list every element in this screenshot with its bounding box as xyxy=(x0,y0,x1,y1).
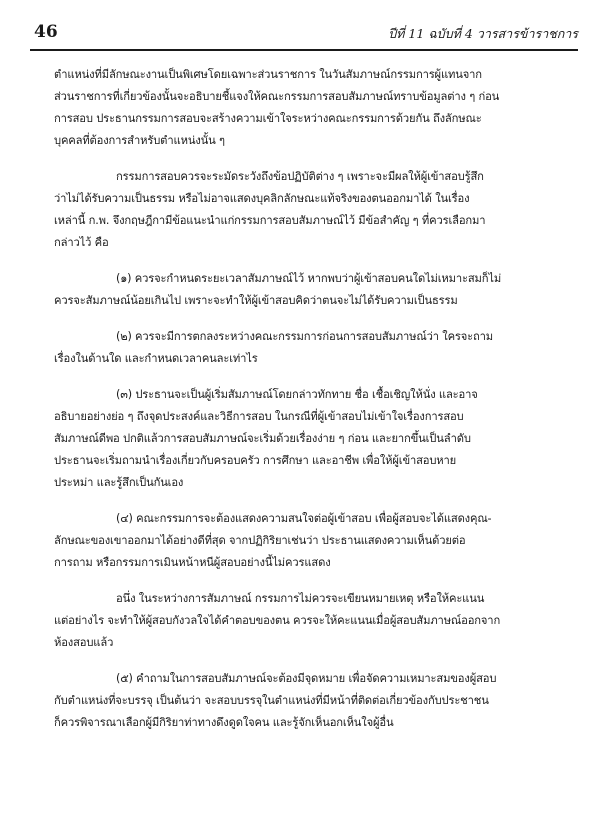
text-line: กับตำแหน่งที่จะบรรจุ เป็นต้นว่า จะสอบบรรจุในตำแหน่งที่มีหน้าที่ติดต่อเกี่ยวข้องกับประชาชน xyxy=(54,694,489,707)
paragraph xyxy=(54,326,582,370)
journal-title: ปีที่ 11 ฉบับที่ 4 วารสารข้าราชการ xyxy=(388,26,578,41)
text-line: ควรจะสัมภาษณ์น้อยเกินไป เพราะจะทำให้ผู้เข้าสอบคิดว่าตนจะไม่ได้รับความเป็นธรรม xyxy=(54,294,458,307)
text-line: กรรมการสอบควรจะระมัดระวังถึงข้อปฏิบัติต่าง ๆ เพราะจะมีผลให้ผู้เข้าสอบรู้สึก xyxy=(116,170,484,183)
text-line: (๒) ควรจะมีการตกลงระหว่างคณะกรรมการก่อนการสอบสัมภาษณ์ว่า ใครจะถาม xyxy=(116,330,494,343)
paragraph xyxy=(54,268,582,312)
text-line: เรื่องในด้านใด และกำหนดเวลาคนละเท่าไร xyxy=(54,352,258,365)
paragraph xyxy=(54,64,582,152)
paragraph-gap xyxy=(54,152,582,166)
paragraph-gap xyxy=(54,574,582,588)
text-line: ว่าไม่ได้รับความเป็นธรรม หรือไม่อาจแสดงบุคลิกลักษณะแท้จริงของตนออกมาได้ ในเรื่อง xyxy=(54,192,470,205)
text-line: ตำแหน่งที่มีลักษณะงานเป็นพิเศษโดยเฉพาะส่วนราชการ ในวันสัมภาษณ์กรรมการผู้แทนจาก xyxy=(54,68,482,81)
text-line: บุคคลที่ต้องการสำหรับตำแหน่งนั้น ๆ xyxy=(54,134,225,147)
header-divider xyxy=(30,49,578,51)
text-line: กล่าวไว้ คือ xyxy=(54,236,109,249)
paragraph xyxy=(54,166,582,254)
paragraph-gap xyxy=(54,312,582,326)
text-line: ลักษณะของเขาออกมาได้อย่างดีที่สุด จากปฏิกิริยาเช่นว่า ประธานแสดงความเห็นด้วยต่อ xyxy=(54,534,466,547)
text-line: ห้องสอบแล้ว xyxy=(54,636,114,649)
text-line: การสอบ ประธานกรรมการสอบจะสร้างความเข้าใจระหว่างคณะกรรมการด้วยกัน ถึงลักษณะ xyxy=(54,112,482,125)
text-line: ประหม่า และรู้สึกเป็นกันเอง xyxy=(54,476,184,489)
paragraph xyxy=(54,384,582,494)
paragraph-gap xyxy=(54,370,582,384)
text-line: (๓) ประธานจะเป็นผู้เริ่มสัมภาษณ์โดยกล่าวทักทาย ชื่อ เชื้อเชิญให้นั่ง และอาจ xyxy=(116,388,478,401)
text-line: อนึ่ง ในระหว่างการสัมภาษณ์ กรรมการไม่ควรจะเขียนหมายเหตุ หรือให้คะแนน xyxy=(116,592,485,605)
text-line: (๑) ควรจะกำหนดระยะเวลาสัมภาษณ์ไว้ หากพบว่าผู้เข้าสอบคนใดไม่เหมาะสมก็ไม่ xyxy=(116,272,502,285)
text-line: ส่วนราชการที่เกี่ยวข้องนั้นจะอธิบายชี้แจงให้คณะกรรมการสอบสัมภาษณ์ทราบข้อมูลต่าง ๆ ก่อน xyxy=(54,90,500,103)
page-number: 46 xyxy=(34,22,58,42)
text-line: สัมภาษณ์ดีพอ ปกติแล้วการสอบสัมภาษณ์จะเริ่มด้วยเรื่องง่าย ๆ ก่อน และยากขึ้นเป็นลำดับ xyxy=(54,432,471,445)
text-line: (๔) คณะกรรมการจะต้องแสดงความสนใจต่อผู้เข้าสอบ เพื่อผู้สอบจะได้แสดงคุณ- xyxy=(116,512,492,525)
text-line: (๕) คำถามในการสอบสัมภาษณ์จะต้องมีจุดหมาย เพื่อจัดความเหมาะสมของผู้สอบ xyxy=(116,672,497,685)
paragraph-gap xyxy=(54,654,582,668)
text-line: การถาม หรือกรรมการเมินหน้าหนีผู้สอบอย่างนี้ไม่ควรแสดง xyxy=(54,556,331,569)
text-line: แต่อย่างไร จะทำให้ผู้สอบกังวลใจได้คำตอบของตน ควรจะให้คะแนนเมื่อผู้สอบสัมภาษณ์ออกจาก xyxy=(54,614,501,627)
paragraph-gap xyxy=(54,254,582,268)
paragraph xyxy=(54,668,582,734)
text-line: อธิบายอย่างย่อ ๆ ถึงจุดประสงค์และวิธีการสอบ ในกรณีที่ผู้เข้าสอบไม่เข้าใจเรื่องการสอบ xyxy=(54,410,464,423)
paragraph xyxy=(54,508,582,574)
text-line: ประธานจะเริ่มถามนำเรื่องเกี่ยวกับครอบครัว การศึกษา และอาชีพ เพื่อให้ผู้เข้าสอบหาย xyxy=(54,454,457,467)
paragraph xyxy=(54,588,582,654)
paragraph-gap xyxy=(54,494,582,508)
body-text xyxy=(54,64,582,734)
page-header xyxy=(30,20,578,48)
text-line: เหล่านี้ ก.พ. จึงกฤษฎีกามีข้อแนะนำแก่กรรมการสอบสัมภาษณ์ไว้ มีข้อสำคัญ ๆ ที่ควรเลือกมา xyxy=(54,214,486,227)
text-line: ก็ควรพิจารณาเลือกผู้มีกิริยาท่าทางดึงดูดใจคน และรู้จักเห็นอกเห็นใจผู้อื่น xyxy=(54,716,394,729)
